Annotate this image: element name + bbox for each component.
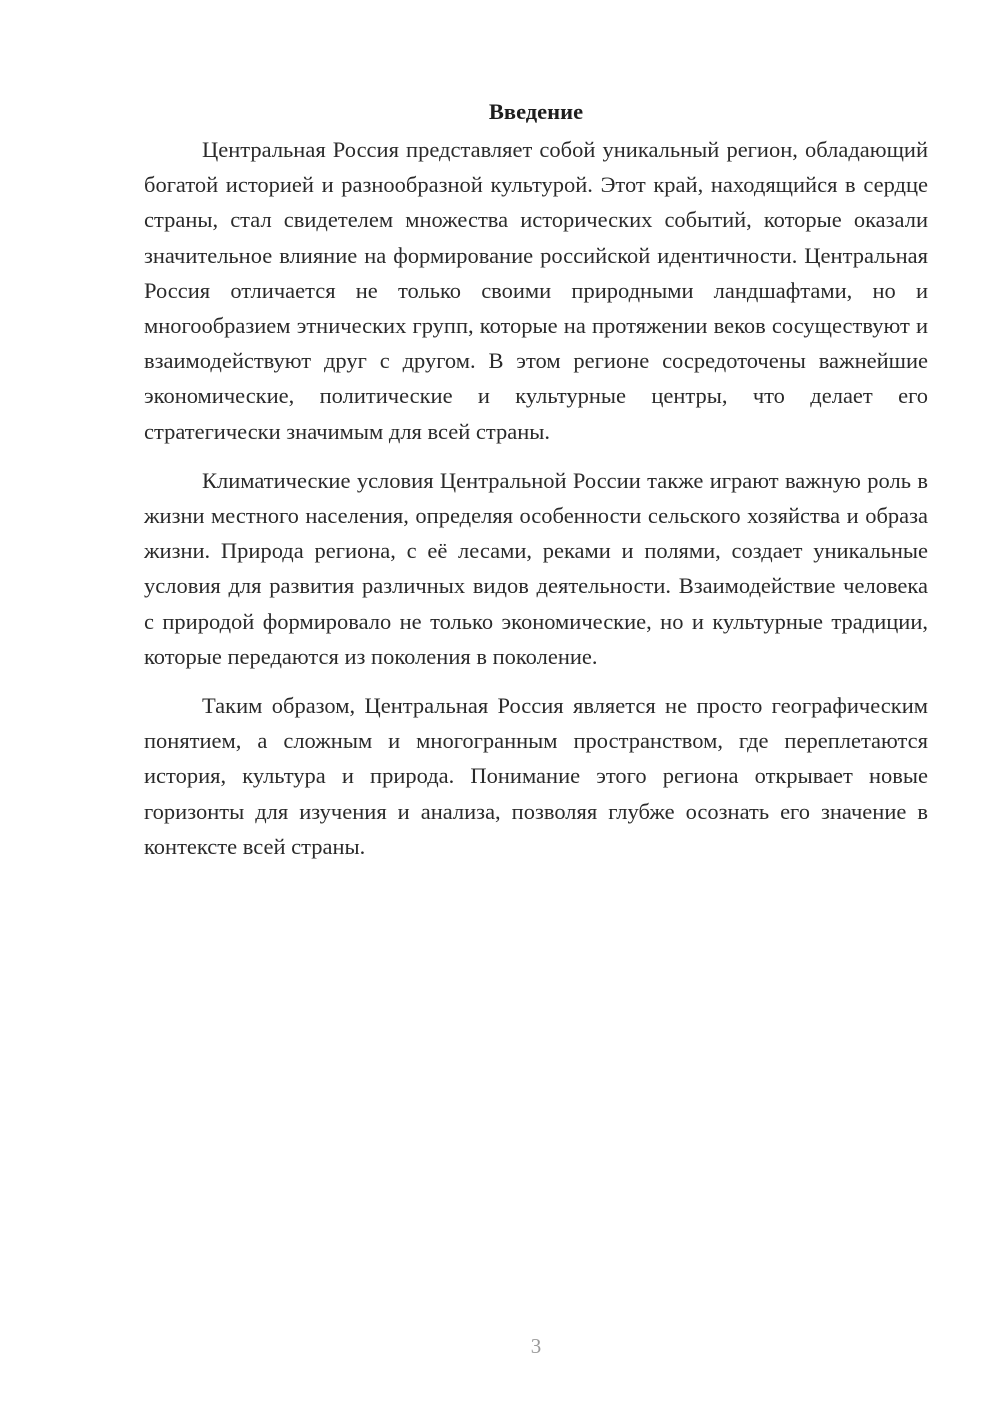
section-heading: Введение xyxy=(488,99,584,124)
paragraph-1: Центральная Россия представляет собой уникальный регион, обладающий богатой историей и разнообразной культурой. Этот край, находящийся в сердце страны, стал свидетелем множества исторических событий, которые оказали значительное влияние на формирование российской идентичности. Центральная Россия отличается не только своими природными ландшафтами, но и многообразием этнических групп, которые на протяжении веков сосуществуют и взаимодействуют друг с другом. В этом регионе сосредоточены важнейшие экономические, политические и культурные центры, что делает его стратегически значимым для всей страны. xyxy=(144,137,928,444)
page-content xyxy=(144,98,928,878)
paragraph-2: Климатические условия Центральной России также играют важную роль в жизни местного населения, определяя особенности сельского хозяйства и образа жизни. Природа региона, с её лесами, реками и полями, создает уникальные условия для развития различных видов деятельности. Взаимодействие человека с природой формировало не только экономические, но и культурные традиции, которые передаются из поколения в поколение. xyxy=(144,467,928,669)
page-number: 3 xyxy=(530,1334,542,1358)
paragraph-3: Таким образом, Центральная Россия является не просто географическим понятием, а сложным и многогранным пространством, где переплетаются история, культура и природа. Понимание этого региона открывает новые горизонты для изучения и анализа, позволяя глубже осознать его значение в контексте всей страны. xyxy=(144,693,928,859)
